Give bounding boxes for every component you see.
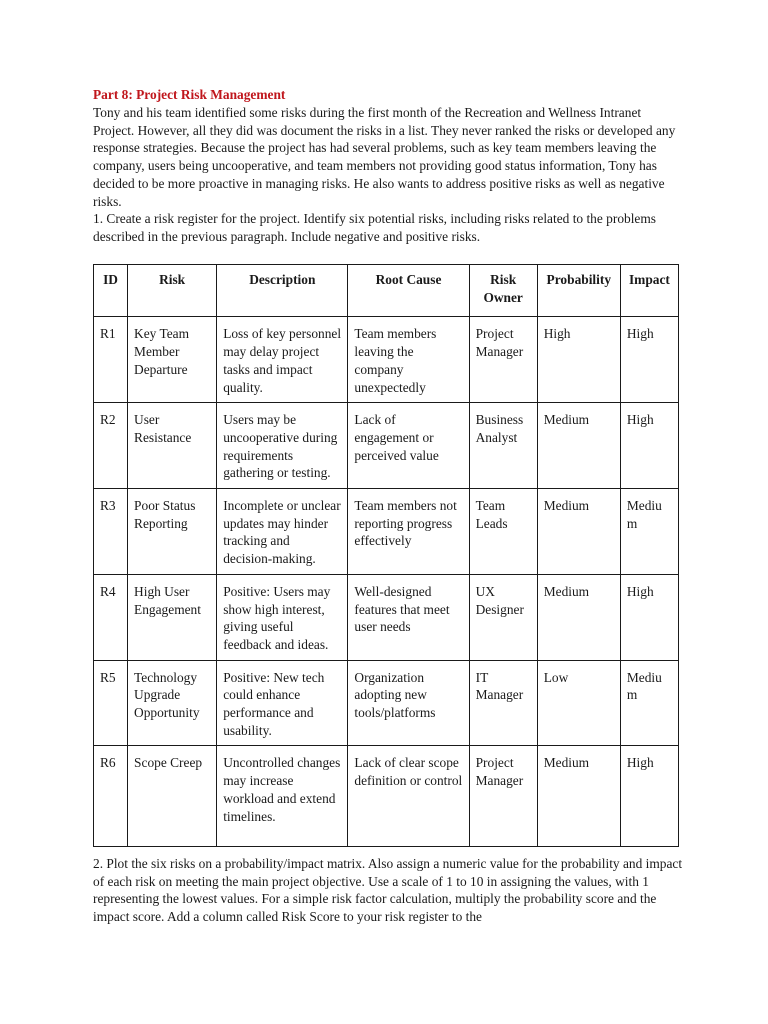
table-row [94,317,679,403]
cell-impact: Medium [620,489,678,575]
cell-root-cause: Team members not reporting progress effectively [348,489,469,575]
cell-description: Users may be uncooperative during requirements gathering or testing. [217,403,348,489]
cell-id: R5 [94,660,128,746]
header-risk: Risk [128,265,217,317]
cell-risk-owner: Business Analyst [469,403,537,489]
cell-id: R3 [94,489,128,575]
cell-probability: Medium [537,489,620,575]
header-root-cause: Root Cause [348,265,469,317]
table-row [94,403,679,489]
cell-probability: Medium [537,574,620,660]
cell-risk: Scope Creep [128,746,217,847]
header-description: Description [217,265,348,317]
cell-probability: Low [537,660,620,746]
cell-root-cause: Team members leaving the company unexpectedly [348,317,469,403]
cell-root-cause: Lack of engagement or perceived value [348,403,469,489]
cell-risk-owner: IT Manager [469,660,537,746]
risk-register-table [93,264,679,847]
cell-probability: Medium [537,403,620,489]
cell-risk-owner: UX Designer [469,574,537,660]
cell-risk: Key Team Member Departure [128,317,217,403]
cell-root-cause: Organization adopting new tools/platforms [348,660,469,746]
cell-description: Incomplete or unclear updates may hinder tracking and decision-making. [217,489,348,575]
header-risk-owner: Risk Owner [469,265,537,317]
cell-id: R4 [94,574,128,660]
cell-root-cause: Well-designed features that meet user needs [348,574,469,660]
cell-probability: Medium [537,746,620,847]
cell-impact: High [620,317,678,403]
table-row [94,574,679,660]
table-header-row [94,265,679,317]
table-row [94,660,679,746]
section-heading: Part 8: Project Risk Management [93,87,286,102]
cell-impact: High [620,574,678,660]
cell-probability: High [537,317,620,403]
cell-impact: High [620,403,678,489]
cell-risk: Technology Upgrade Opportunity [128,660,217,746]
cell-description: Uncontrolled changes may increase workload and extend timelines. [217,746,348,847]
cell-root-cause: Lack of clear scope definition or control [348,746,469,847]
cell-risk: User Resistance [128,403,217,489]
document-body [93,86,683,246]
cell-id: R2 [94,403,128,489]
cell-id: R1 [94,317,128,403]
task-2-paragraph: 2. Plot the six risks on a probability/impact matrix. Also assign a numeric value for the probability and impact of each risk on meeting the main project objective. Use a scale of 1 to 10 in assigning the values, with 1 representing the lowest values. For a simple risk factor calculation, multiply the probability score and the impact score. Add a column called Risk Score to your risk register to the [93,856,683,925]
cell-impact: High [620,746,678,847]
task-1-paragraph: 1. Create a risk register for the project. Identify six potential risks, including risks related to the problems described in the previous paragraph. Include negative and positive risks. [93,211,657,244]
cell-risk-owner: Project Manager [469,317,537,403]
cell-risk-owner: Project Manager [469,746,537,847]
table-row [94,746,679,847]
header-id: ID [94,265,128,317]
cell-impact: Medium [620,660,678,746]
header-probability: Probability [537,265,620,317]
cell-description: Positive: New tech could enhance performance and usability. [217,660,348,746]
cell-description: Positive: Users may show high interest, giving useful feedback and ideas. [217,574,348,660]
header-impact: Impact [620,265,678,317]
table-row [94,489,679,575]
cell-risk: Poor Status Reporting [128,489,217,575]
cell-id: R6 [94,746,128,847]
intro-paragraph: Tony and his team identified some risks during the first month of the Recreation and Wellness Intranet Project. However, all they did was document the risks in a list. They never ranked the risks or developed any response strategies. Because the project has had several problems, such as key team members leaving the company, users being uncooperative, and team members not providing good status information, Tony has decided to be more proactive in managing risks. He also wants to address positive risks as well as negative risks. [93,105,676,209]
cell-risk: High User Engagement [128,574,217,660]
cell-description: Loss of key personnel may delay project tasks and impact quality. [217,317,348,403]
document-continuation [93,855,683,926]
cell-risk-owner: Team Leads [469,489,537,575]
